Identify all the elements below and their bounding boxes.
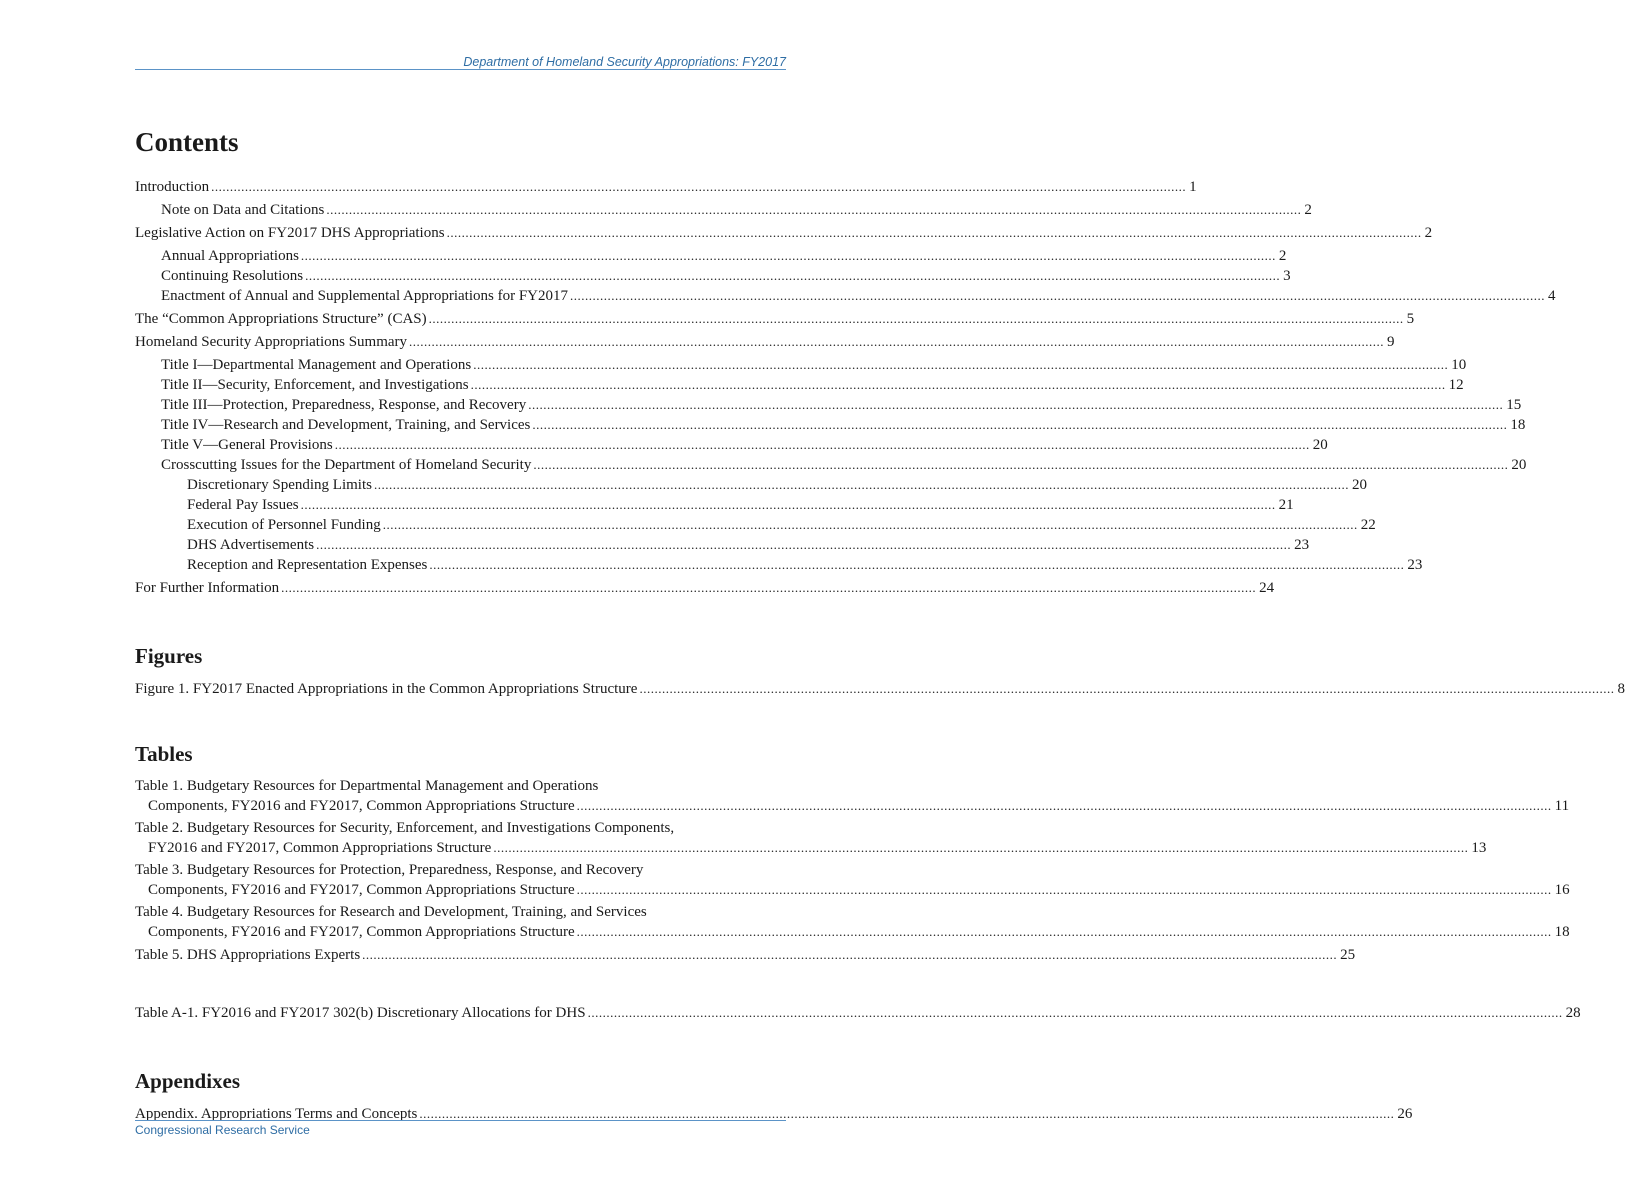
toc-entry-table-5[interactable] xyxy=(135,945,1356,965)
toc-entry-page: 21 xyxy=(1278,497,1294,513)
toc-entry-page: 11 xyxy=(1554,798,1570,814)
toc-entry-advertisements[interactable] xyxy=(135,535,1310,555)
toc-entry-label: Discretionary Spending Limits xyxy=(187,477,372,493)
toc-entry-page: 2 xyxy=(1304,202,1312,218)
dot-leader: .................................................................................................................................................................................................................................................................... xyxy=(300,248,1276,263)
dot-leader: .................................................................................................................................................................................................................................................................... xyxy=(316,537,1292,552)
toc-entry-page: 26 xyxy=(1397,1106,1413,1122)
toc-entry-page: 1 xyxy=(1189,179,1197,195)
toc-entry-page: 28 xyxy=(1565,1005,1581,1021)
dot-leader: .................................................................................................................................................................................................................................................................... xyxy=(576,798,1552,813)
header-rule xyxy=(135,69,786,70)
dot-leader: .................................................................................................................................................................................................................................................................... xyxy=(429,557,1405,572)
toc-entry-label: Appendix. Appropriations Terms and Concepts xyxy=(135,1106,418,1122)
dot-leader: .................................................................................................................................................................................................................................................................... xyxy=(473,357,1449,372)
toc-entry-label: For Further Information xyxy=(135,580,280,596)
toc-entry-continuing-resolutions[interactable] xyxy=(135,266,1291,286)
toc-entry-label: Title III—Protection, Preparedness, Response, and Recovery xyxy=(161,397,527,413)
dot-leader: .................................................................................................................................................................................................................................................................... xyxy=(419,1106,1395,1121)
toc-entry-label: Legislative Action on FY2017 DHS Appropriations xyxy=(135,225,445,241)
toc-entry-page: 13 xyxy=(1471,840,1487,856)
toc-entry-page: 2 xyxy=(1278,248,1287,264)
dot-leader: .................................................................................................................................................................................................................................................................... xyxy=(532,417,1508,432)
toc-entry-further-information[interactable] xyxy=(135,578,1275,598)
dot-leader: .................................................................................................................................................................................................................................................................... xyxy=(528,397,1504,412)
toc-entry-label: Title IV—Research and Development, Training, and Services xyxy=(161,417,531,433)
toc-entry-label: Figure 1. FY2017 Enacted Appropriations in the Common Appropriations Structure xyxy=(135,681,638,697)
toc-entry-label-line2: Components, FY2016 and FY2017, Common Appropriations Structure xyxy=(148,924,575,940)
toc-entry-label: Title II—Security, Enforcement, and Investigations xyxy=(161,377,469,393)
toc-entry-label: Table 5. DHS Appropriations Experts xyxy=(135,947,361,963)
dot-leader: .................................................................................................................................................................................................................................................................... xyxy=(326,202,1302,217)
toc-entry-label: Note on Data and Citations xyxy=(161,202,325,218)
toc-entry-page: 25 xyxy=(1340,947,1356,963)
toc-entry-label-line1: Table 4. Budgetary Resources for Research and Development, Training, and Services xyxy=(135,904,647,920)
toc-entry-introduction[interactable] xyxy=(135,177,1197,197)
toc-entry-page: 2 xyxy=(1424,225,1433,241)
running-header: Department of Homeland Security Appropriations: FY2017 xyxy=(463,55,786,69)
toc-entry-title-i[interactable] xyxy=(135,355,1467,375)
toc-entry-legislative-action[interactable] xyxy=(135,223,1433,243)
toc-entry-note-on-data[interactable] xyxy=(135,200,1312,220)
toc-entry-page: 5 xyxy=(1406,311,1415,327)
toc-entry-title-ii[interactable] xyxy=(135,375,1464,395)
dot-leader: .................................................................................................................................................................................................................................................................... xyxy=(428,311,1404,326)
toc-entry-label: Execution of Personnel Funding xyxy=(187,517,381,533)
toc-entry-page: 20 xyxy=(1312,437,1328,453)
toc-entry-label-line1: Table 1. Budgetary Resources for Departmental Management and Operations xyxy=(135,778,599,794)
dot-leader: .................................................................................................................................................................................................................................................................... xyxy=(409,334,1385,349)
toc-entry-label-line2: Components, FY2016 and FY2017, Common Appropriations Structure xyxy=(148,798,575,814)
toc-entry-annual-appropriations[interactable] xyxy=(135,246,1287,266)
footer-rule xyxy=(135,1120,786,1121)
toc-entry-label: Annual Appropriations xyxy=(161,248,299,264)
toc-entry-table-3[interactable] xyxy=(135,861,1570,900)
dot-leader: .................................................................................................................................................................................................................................................................... xyxy=(639,681,1615,696)
dot-leader: .................................................................................................................................................................................................................................................................... xyxy=(300,497,1276,512)
toc-entry-page: 12 xyxy=(1448,377,1464,393)
spacer xyxy=(135,965,784,1003)
toc-entry-spending-limits[interactable] xyxy=(135,475,1367,495)
dot-leader: .................................................................................................................................................................................................................................................................... xyxy=(446,225,1422,240)
toc-entry-enactment[interactable] xyxy=(135,286,1556,306)
toc-entry-page: 15 xyxy=(1506,397,1522,413)
toc-entry-label: Continuing Resolutions xyxy=(161,268,304,284)
toc-entry-page: 20 xyxy=(1351,477,1367,493)
toc-entry-table-a1[interactable] xyxy=(135,1003,1581,1023)
toc-entry-label: Enactment of Annual and Supplemental Appropriations for FY2017 xyxy=(161,288,569,304)
dot-leader: .................................................................................................................................................................................................................................................................... xyxy=(334,437,1310,452)
dot-leader: .................................................................................................................................................................................................................................................................... xyxy=(493,840,1469,855)
toc-entry-figure-1[interactable] xyxy=(135,679,1625,699)
toc-entry-label: The “Common Appropriations Structure” (CAS) xyxy=(135,311,427,327)
toc-entry-label-line1: Table 2. Budgetary Resources for Security, Enforcement, and Investigations Components, xyxy=(135,820,675,836)
toc-entry-title-iii[interactable] xyxy=(135,395,1522,415)
toc-entry-page: 23 xyxy=(1294,537,1310,553)
toc-entry-table-1[interactable] xyxy=(135,777,1570,816)
toc-entry-title-v[interactable] xyxy=(135,435,1328,455)
toc-entry-label-line1: Table 3. Budgetary Resources for Protection, Preparedness, Response, and Recovery xyxy=(135,862,644,878)
toc-entry-label: Reception and Representation Expenses xyxy=(187,557,428,573)
dot-leader: .................................................................................................................................................................................................................................................................... xyxy=(382,517,1358,532)
tables-title: Tables xyxy=(135,742,193,766)
dot-leader: .................................................................................................................................................................................................................................................................... xyxy=(576,882,1552,897)
toc-entry-label: Crosscutting Issues for the Department of Homeland Security xyxy=(161,457,532,473)
toc-entry-label: Title I—Departmental Management and Operations xyxy=(161,357,472,373)
dot-leader: .................................................................................................................................................................................................................................................................... xyxy=(533,457,1509,472)
toc-entry-page: 10 xyxy=(1451,357,1467,373)
toc-entry-page: 23 xyxy=(1407,557,1423,573)
toc-entry-cas[interactable] xyxy=(135,309,1415,329)
toc-entry-label: Table A-1. FY2016 and FY2017 302(b) Discretionary Allocations for DHS xyxy=(135,1005,586,1021)
toc-entry-page: 16 xyxy=(1554,882,1570,898)
footer-organization: Congressional Research Service xyxy=(135,1123,310,1137)
toc-entry-reception[interactable] xyxy=(135,555,1423,575)
dot-leader: .................................................................................................................................................................................................................................................................... xyxy=(587,1005,1563,1020)
dot-leader: .................................................................................................................................................................................................................................................................... xyxy=(570,288,1546,303)
toc-entry-label: Introduction xyxy=(135,179,210,195)
toc-entry-label: DHS Advertisements xyxy=(187,537,315,553)
toc-entry-page: 8 xyxy=(1617,681,1625,697)
spacer xyxy=(135,1023,784,1067)
toc-entry-table-2[interactable] xyxy=(135,819,1487,858)
figures-title: Figures xyxy=(135,644,203,668)
toc-entry-crosscutting[interactable] xyxy=(135,455,1527,475)
dot-leader: .................................................................................................................................................................................................................................................................... xyxy=(281,580,1257,595)
dot-leader: .................................................................................................................................................................................................................................................................... xyxy=(362,947,1338,962)
toc-entry-label-line2: FY2016 and FY2017, Common Appropriations Structure xyxy=(148,840,492,856)
toc-entry-page: 22 xyxy=(1360,517,1376,533)
dot-leader: .................................................................................................................................................................................................................................................................... xyxy=(211,179,1187,194)
contents-list xyxy=(135,177,1556,598)
contents-title: Contents xyxy=(135,127,239,157)
toc-entry-summary[interactable] xyxy=(135,332,1395,352)
toc-entry-label-line2: Components, FY2016 and FY2017, Common Appropriations Structure xyxy=(148,882,575,898)
toc-entry-page: 20 xyxy=(1511,457,1527,473)
toc-entry-personnel-funding[interactable] xyxy=(135,515,1376,535)
toc-entry-federal-pay[interactable] xyxy=(135,495,1294,515)
toc-entry-page: 3 xyxy=(1283,268,1291,284)
toc-entry-page: 18 xyxy=(1510,417,1526,433)
toc-entry-appendix[interactable] xyxy=(135,1104,1413,1124)
table-of-contents xyxy=(135,124,1625,1124)
toc-entry-label: Federal Pay Issues xyxy=(187,497,299,513)
appendixes-title: Appendixes xyxy=(135,1069,241,1093)
toc-entry-page: 18 xyxy=(1554,924,1570,940)
toc-entry-title-iv[interactable] xyxy=(135,415,1526,435)
dot-leader: .................................................................................................................................................................................................................................................................... xyxy=(576,924,1552,939)
toc-entry-table-4[interactable] xyxy=(135,903,1570,942)
dot-leader: .................................................................................................................................................................................................................................................................... xyxy=(373,477,1349,492)
toc-entry-page: 4 xyxy=(1548,288,1556,304)
toc-entry-page: 9 xyxy=(1387,334,1395,350)
dot-leader: .................................................................................................................................................................................................................................................................... xyxy=(305,268,1281,283)
spacer xyxy=(135,598,784,642)
spacer xyxy=(135,699,784,740)
dot-leader: .................................................................................................................................................................................................................................................................... xyxy=(470,377,1446,392)
toc-entry-label: Homeland Security Appropriations Summary xyxy=(135,334,408,350)
toc-entry-label: Title V—General Provisions xyxy=(161,437,333,453)
toc-entry-page: 24 xyxy=(1259,580,1275,596)
